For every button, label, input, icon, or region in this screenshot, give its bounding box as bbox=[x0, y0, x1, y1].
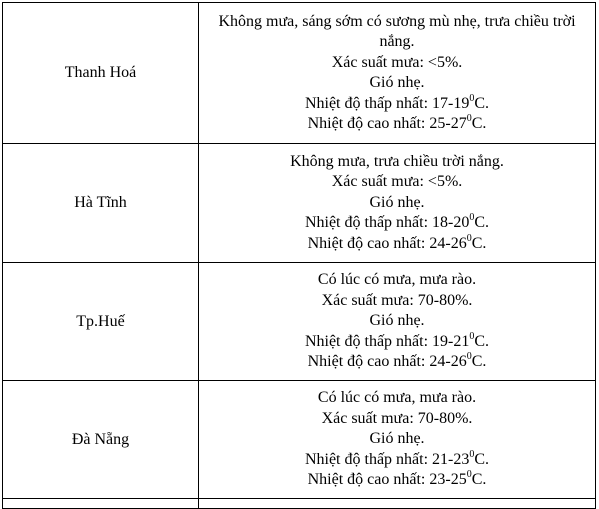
max-temperature bbox=[199, 234, 595, 255]
degree-mark: 0 bbox=[469, 92, 475, 104]
table-row bbox=[3, 381, 596, 499]
max-temperature bbox=[199, 470, 595, 491]
degree-mark: 0 bbox=[469, 212, 475, 224]
forecast-details bbox=[199, 144, 596, 263]
max-temperature-value: Nhiệt độ cao nhất: 24-26 bbox=[307, 234, 467, 252]
min-temperature-value: Nhiệt độ thấp nhất: 17-19 bbox=[304, 94, 470, 112]
max-temperature bbox=[199, 114, 595, 135]
rain-probability: Xác suất mưa: 70-80%. bbox=[321, 409, 473, 427]
rain-probability: Xác suất mưa: <5%. bbox=[331, 53, 463, 71]
sky-conditions: Có lúc có mưa, mưa rào. bbox=[317, 389, 477, 407]
rain-probability: Xác suất mưa: 70-80%. bbox=[321, 291, 473, 309]
table-row bbox=[3, 144, 596, 263]
celsius-unit: C. bbox=[471, 115, 487, 132]
max-temperature-value: Nhiệt độ cao nhất: 25-27 bbox=[307, 115, 467, 132]
city-name: Đà Nẵng bbox=[3, 381, 199, 499]
wind-info: Gió nhẹ. bbox=[369, 74, 425, 91]
forecast-details bbox=[199, 263, 596, 381]
table-row bbox=[3, 263, 596, 381]
degree-mark: 0 bbox=[466, 113, 472, 124]
max-temperature-value: Nhiệt độ cao nhất: 23-25 bbox=[307, 471, 467, 489]
empty-cell bbox=[199, 499, 596, 509]
celsius-unit: C. bbox=[474, 94, 490, 112]
sky-conditions: Có lúc có mưa, mưa rào. bbox=[317, 271, 477, 289]
degree-mark: 0 bbox=[469, 330, 475, 342]
city-name: Tp.Huế bbox=[3, 263, 199, 381]
weather-forecast-table bbox=[2, 2, 596, 509]
min-temperature-value: Nhiệt độ thấp nhất: 18-20 bbox=[304, 214, 470, 232]
min-temperature-value: Nhiệt độ thấp nhất: 19-21 bbox=[304, 332, 470, 350]
rain-probability: Xác suất mưa: <5%. bbox=[331, 173, 463, 191]
sky-conditions: Không mưa, trưa chiều trời nắng. bbox=[290, 152, 504, 170]
celsius-unit: C. bbox=[471, 353, 487, 371]
min-temperature bbox=[199, 94, 595, 115]
degree-mark: 0 bbox=[469, 448, 475, 460]
celsius-unit: C. bbox=[471, 234, 487, 252]
degree-mark: 0 bbox=[466, 469, 472, 481]
celsius-unit: C. bbox=[471, 471, 487, 489]
wind-info: Gió nhẹ. bbox=[369, 312, 425, 330]
forecast-details bbox=[199, 3, 596, 144]
city-name: Hà Tĩnh bbox=[3, 144, 199, 263]
sky-conditions: Không mưa, sáng sớm có sương mù nhẹ, trưa chiều trời nắng. bbox=[218, 12, 576, 50]
degree-mark: 0 bbox=[466, 351, 472, 363]
max-temperature-value: Nhiệt độ cao nhất: 24-26 bbox=[307, 353, 467, 371]
celsius-unit: C. bbox=[474, 332, 490, 350]
max-temperature bbox=[199, 352, 595, 373]
celsius-unit: C. bbox=[474, 450, 490, 468]
empty-cell bbox=[3, 499, 199, 509]
table-row-partial bbox=[3, 499, 596, 509]
forecast-details bbox=[199, 381, 596, 499]
celsius-unit: C. bbox=[474, 214, 490, 232]
min-temperature bbox=[199, 332, 595, 353]
city-name: Thanh Hoá bbox=[3, 3, 199, 144]
wind-info: Gió nhẹ. bbox=[369, 193, 425, 211]
min-temperature-value: Nhiệt độ thấp nhất: 21-23 bbox=[304, 450, 470, 468]
min-temperature bbox=[199, 213, 595, 234]
wind-info: Gió nhẹ. bbox=[369, 430, 425, 448]
table-row bbox=[3, 3, 596, 144]
min-temperature bbox=[199, 450, 595, 471]
degree-mark: 0 bbox=[466, 232, 472, 244]
